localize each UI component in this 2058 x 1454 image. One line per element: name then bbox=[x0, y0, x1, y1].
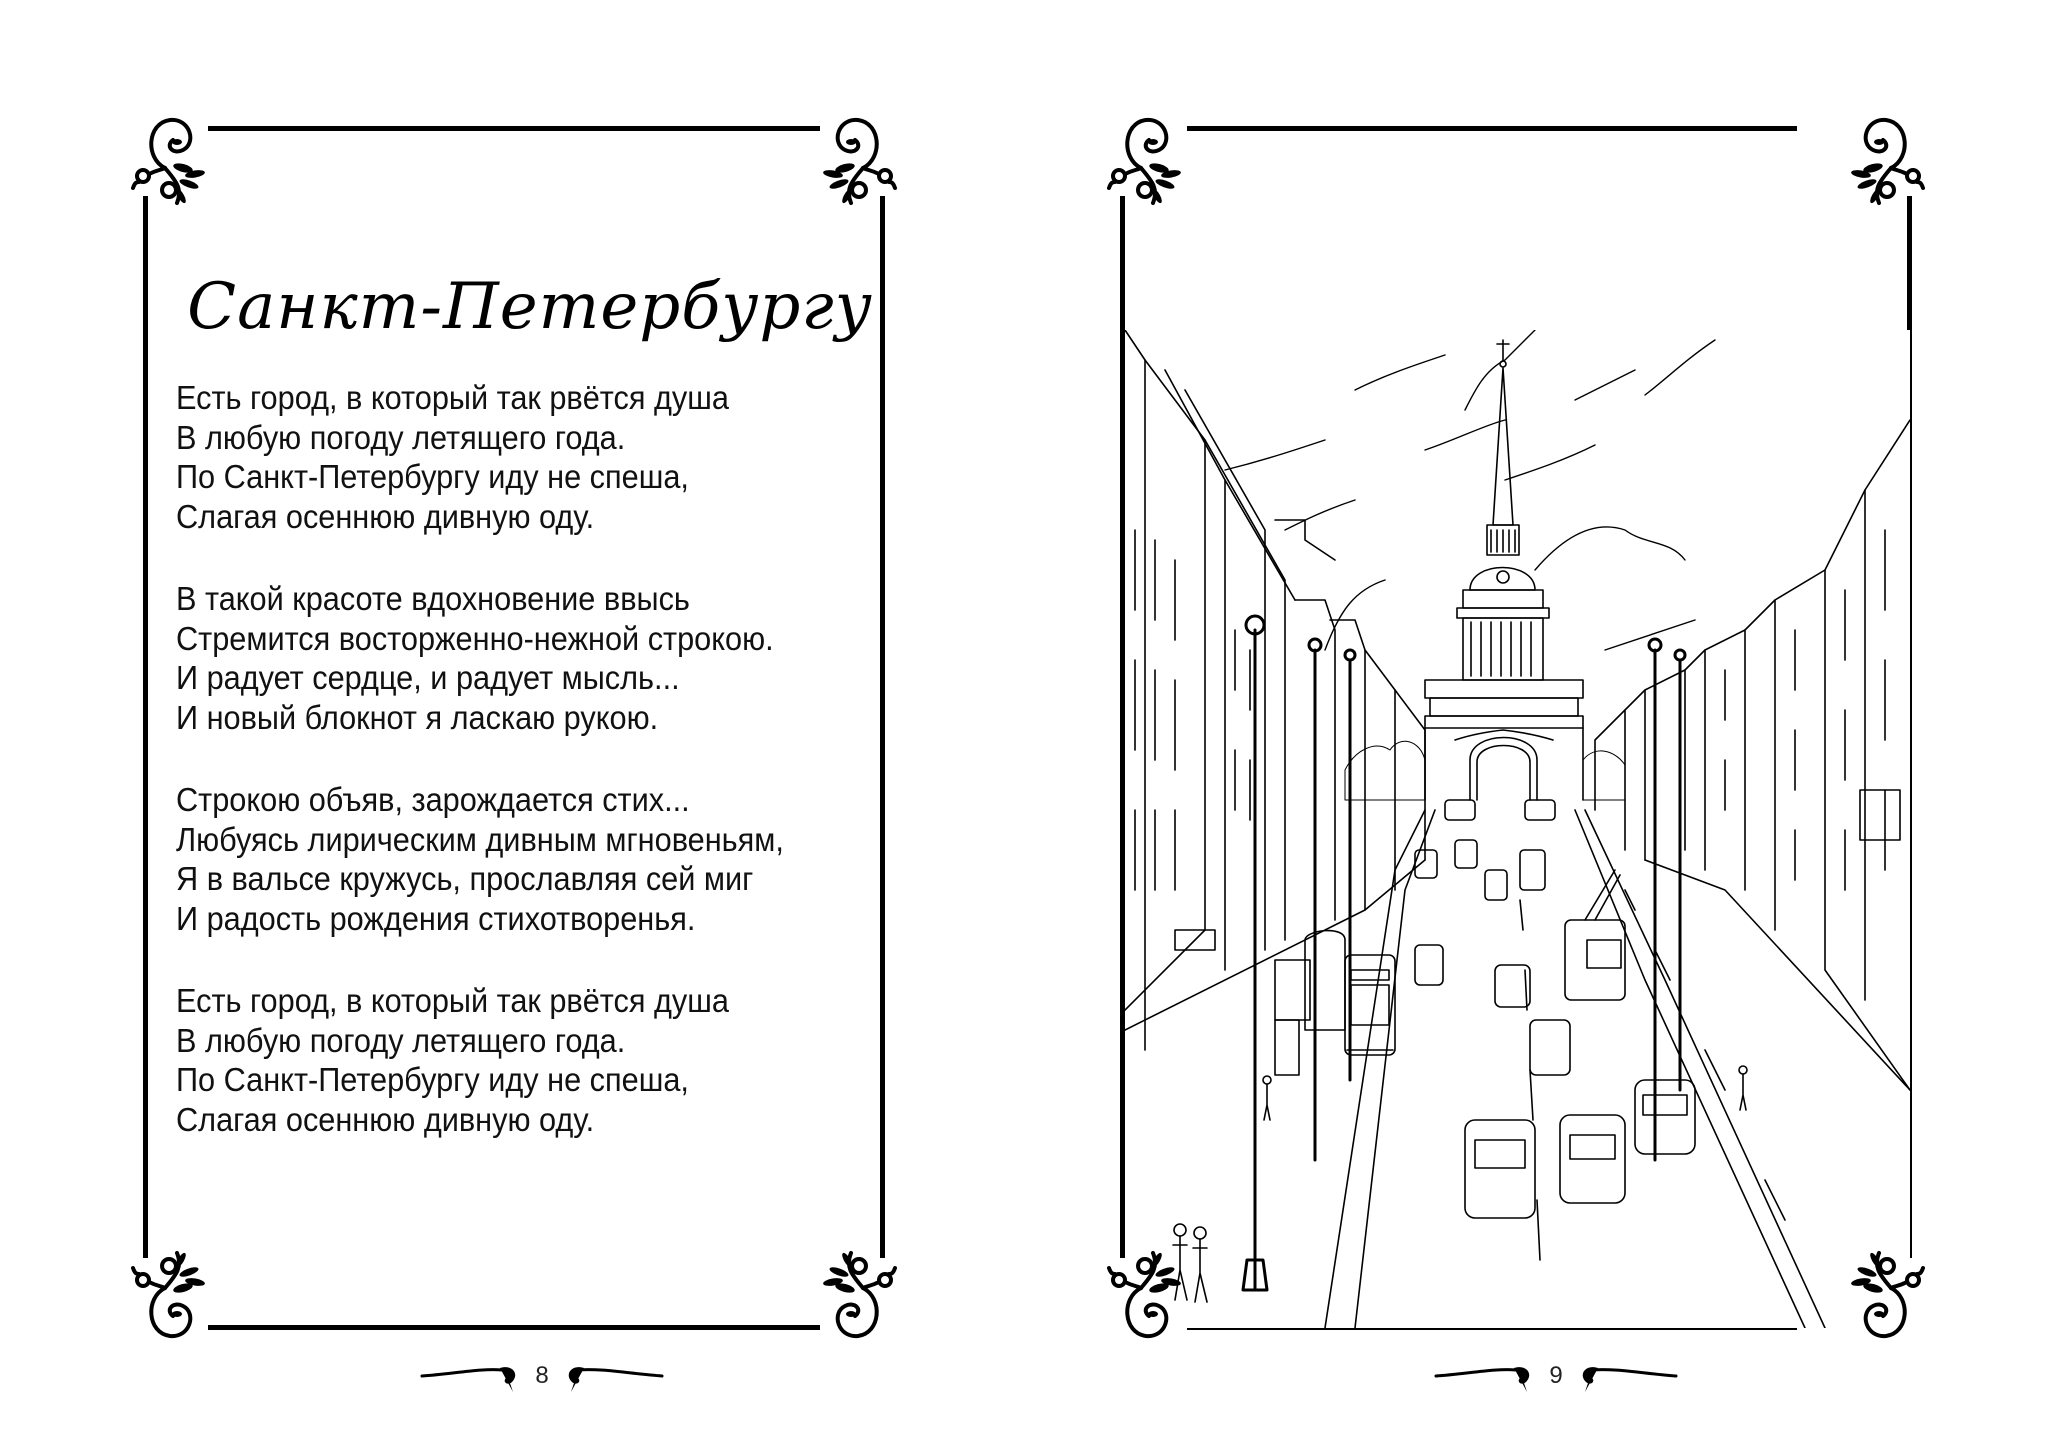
stanza bbox=[176, 378, 916, 536]
poem-line: По Санкт-Петербургу иду не спеша, bbox=[176, 1061, 689, 1098]
stanza bbox=[176, 579, 916, 737]
poem-title: Санкт-Петербургу bbox=[187, 270, 873, 344]
page-number: 8 bbox=[535, 1362, 549, 1389]
poem-line: И радость рождения стихотворенья. bbox=[176, 899, 696, 937]
flourish-scroll-icon bbox=[125, 108, 215, 218]
poem-line: Стремится восторженно-нежной строкою. bbox=[176, 619, 774, 657]
stanza bbox=[176, 981, 916, 1139]
page-number: 9 bbox=[1549, 1362, 1563, 1389]
flourish-scroll-icon bbox=[1101, 108, 1191, 218]
poem-line: Есть город, в который так рвётся душа bbox=[176, 379, 729, 416]
poem-line: В любую погоду летящего года. bbox=[176, 1021, 626, 1059]
poem-body bbox=[176, 378, 916, 1182]
poem-line: Есть город, в который так рвётся душа bbox=[176, 982, 729, 1019]
poem-line: По Санкт-Петербургу иду не спеша, bbox=[176, 458, 689, 495]
poem-line: В такой красоте вдохновение ввысь bbox=[176, 580, 690, 617]
flourish-scroll-icon bbox=[813, 108, 903, 218]
street bbox=[1325, 810, 1825, 1328]
poem-line: Я в вальсе кружусь, прославляя сей миг bbox=[176, 860, 754, 897]
spire-tower bbox=[1425, 340, 1583, 800]
poem-line: Слагая осеннюю дивную оду. bbox=[176, 497, 595, 535]
flourish-scroll-icon bbox=[1841, 108, 1931, 218]
buildings-left bbox=[1125, 330, 1425, 1050]
pedestrians bbox=[1173, 1066, 1747, 1302]
poem-line: Строкою объяв, зарождается стих... bbox=[176, 781, 690, 818]
flourish-scroll-icon bbox=[1841, 1238, 1931, 1348]
page-number-8 bbox=[412, 1358, 672, 1398]
flourish-scroll-icon bbox=[125, 1238, 215, 1348]
clouds bbox=[1225, 330, 1715, 650]
poem-line: Слагая осеннюю дивную оду. bbox=[176, 1100, 595, 1138]
poem-line: И новый блокнот я ласкаю рукою. bbox=[176, 698, 659, 736]
page-number-9 bbox=[1426, 1358, 1686, 1398]
stanza bbox=[176, 780, 916, 938]
poem-line: И радует сердце, и радует мысль... bbox=[176, 659, 680, 696]
street-illustration bbox=[1125, 330, 1910, 1328]
frame-top-line bbox=[208, 126, 820, 131]
flourish-scroll-icon bbox=[813, 1238, 903, 1348]
trolleybus bbox=[1565, 870, 1625, 1000]
poem-line: В любую погоду летящего года. bbox=[176, 418, 626, 456]
frame-left-line bbox=[143, 196, 148, 1258]
frame-bottom-line bbox=[208, 1325, 820, 1330]
buildings-right bbox=[1595, 420, 1910, 1090]
frame-top-line bbox=[1187, 126, 1797, 131]
flourish-scroll-icon bbox=[1101, 1238, 1191, 1348]
poem-line: Любуясь лирическим дивным мгновеньям, bbox=[176, 820, 784, 858]
